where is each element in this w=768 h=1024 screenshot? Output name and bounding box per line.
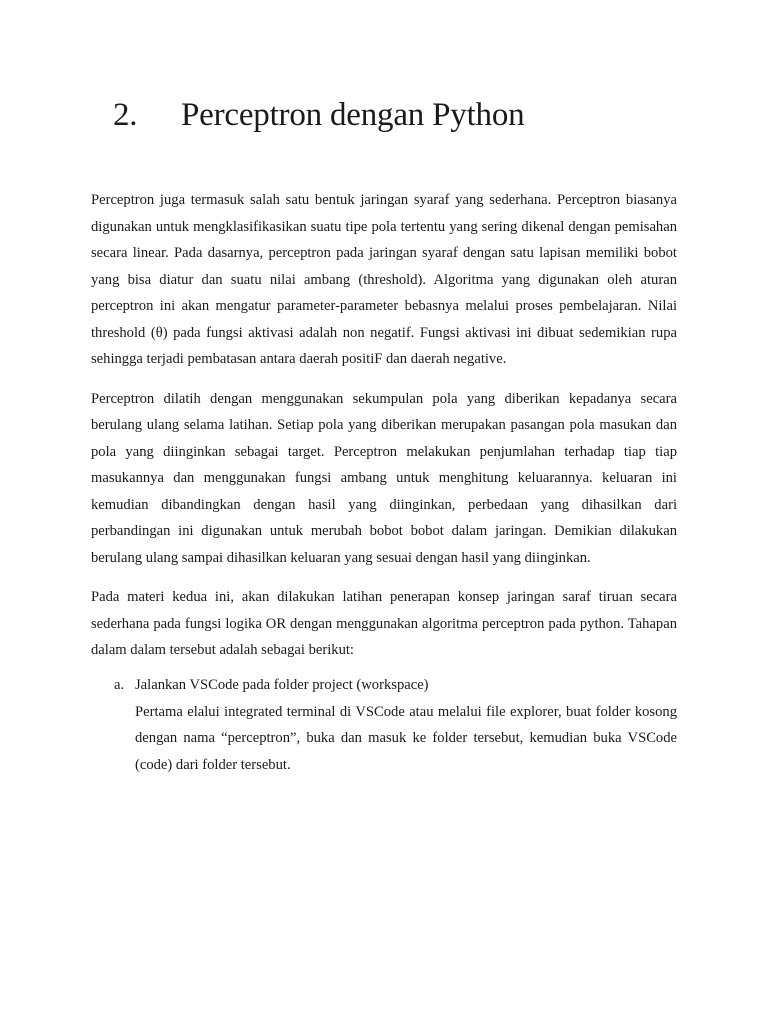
- paragraph-1: Perceptron juga termasuk salah satu bentuk jaringan syaraf yang sederhana. Perceptron biasanya digunakan untuk mengklasifikasikan suatu tipe pola tertentu yang sering dikenal dengan pemisahan secara linear. Pada dasarnya, perceptron pada jaringan syaraf dengan satu lapisan memiliki bobot yang bisa diatur dan suatu nilai ambang (threshold). Algoritma yang digunakan oleh aturan perceptron ini akan mengatur parameter-parameter bebasnya melalui proses pembelajaran. Nilai threshold (θ) pada fungsi aktivasi adalah non negatif. Fungsi aktivasi ini dibuat sedemikian rupa sehingga terjadi pembatasan antara daerah positiF dan daerah negative.: [91, 192, 677, 367]
- list-item-description: Pertama elalui integrated terminal di VSCode atau melalui file explorer, buat folder kosong dengan nama “perceptron”, buka dan masuk ke folder tersebut, kemudian buka VSCode (code) dari folder tersebut.: [135, 703, 677, 773]
- list-item: [91, 672, 677, 778]
- paragraph-2: Perceptron dilatih dengan menggunakan sekumpulan pola yang diberikan kepadanya secara berulang ulang selama latihan. Setiap pola yang diberikan merupakan pasangan pola masukan dan pola yang diinginkan sebagai target. Perceptron melakukan penjumlahan terhadap tiap tiap masukannya dan menggunakan fungsi ambang untuk menghitung keluarannya. keluaran ini kemudian dibandingkan dengan hasil yang diinginkan, perbedaan yang dihasilkan dari perbandingan ini digunakan untuk merubah bobot bobot dalam jaringan. Demikian dilakukan berulang ulang sampai dihasilkan keluaran yang sesuai dengan hasil yang diinginkan.: [91, 390, 677, 566]
- section-number: 2.: [113, 97, 138, 133]
- paragraph-3: Pada materi kedua ini, akan dilakukan latihan penerapan konsep jaringan saraf tiruan secara sederhana pada fungsi logika OR dengan menggunakan algoritma perceptron pada python. Tahapan dalam dalam tersebut adalah sebagai berikut:: [91, 589, 677, 658]
- steps-list: [91, 672, 677, 778]
- list-item-title: Jalankan VSCode pada folder project (workspace): [135, 677, 429, 693]
- section-title: Perceptron dengan Python: [181, 97, 525, 133]
- list-marker: a.: [114, 677, 125, 693]
- section-heading: [113, 93, 524, 137]
- body-text: [91, 187, 677, 677]
